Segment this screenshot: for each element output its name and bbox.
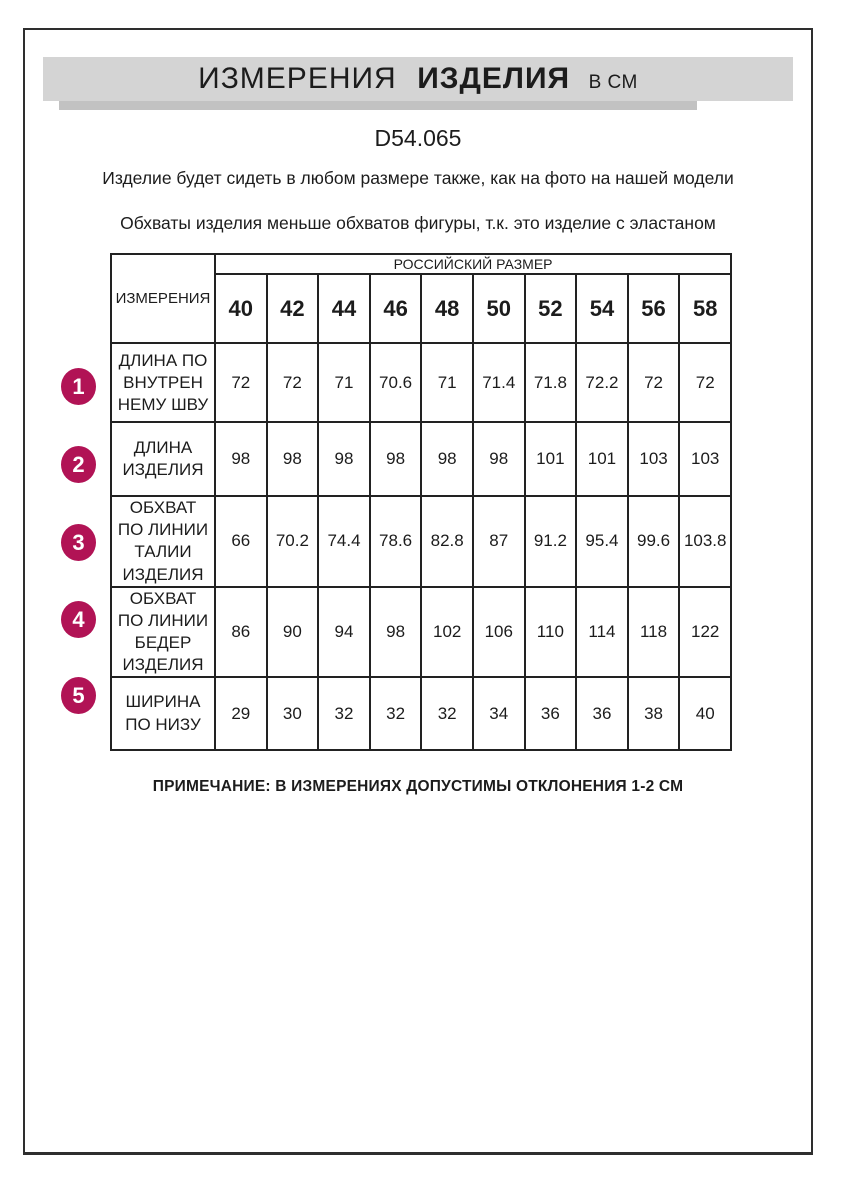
title-bar bbox=[43, 57, 793, 101]
measurement-value-cell: 118 bbox=[628, 587, 680, 677]
measurement-value-cell: 32 bbox=[370, 677, 422, 750]
size-header-cell: 48 bbox=[421, 274, 473, 343]
measurement-label: ДЛИНА ИЗДЕЛИЯ bbox=[111, 422, 215, 496]
measurement-label: ОБХВАТ ПО ЛИНИИ БЕДЕР ИЗДЕЛИЯ bbox=[111, 587, 215, 677]
measurement-value-cell: 70.2 bbox=[267, 496, 319, 586]
measurement-value-cell: 102 bbox=[421, 587, 473, 677]
intro-text-elastane: Обхваты изделия меньше обхватов фигуры, т.к. это изделие с эластаном bbox=[120, 212, 716, 233]
measurement-value-cell: 110 bbox=[525, 587, 577, 677]
page-frame bbox=[23, 28, 813, 1155]
measurement-value-cell: 70.6 bbox=[370, 343, 422, 422]
measurement-value-cell: 106 bbox=[473, 587, 525, 677]
measurement-value-cell: 72 bbox=[215, 343, 267, 422]
table-row-hip-girth bbox=[111, 587, 731, 677]
measurement-value-cell: 114 bbox=[576, 587, 628, 677]
measurements-column-header: ИЗМЕРЕНИЯ bbox=[111, 254, 215, 343]
measurement-value-cell: 98 bbox=[473, 422, 525, 496]
measurement-value-cell: 36 bbox=[525, 677, 577, 750]
row-number-badge-1: 1 bbox=[61, 368, 96, 405]
page-title: ИЗМЕРЕНИЯ bbox=[198, 62, 397, 95]
measurement-value-cell: 29 bbox=[215, 677, 267, 750]
size-header-cell: 44 bbox=[318, 274, 370, 343]
measurement-value-cell: 74.4 bbox=[318, 496, 370, 586]
measurement-value-cell: 103.8 bbox=[679, 496, 731, 586]
measurement-value-cell: 71 bbox=[421, 343, 473, 422]
size-header-cell: 56 bbox=[628, 274, 680, 343]
product-code: D54.065 bbox=[374, 125, 462, 151]
measurement-value-cell: 94 bbox=[318, 587, 370, 677]
measurement-value-cell: 87 bbox=[473, 496, 525, 586]
page-title-emphasis: ИЗДЕЛИЯ bbox=[417, 62, 571, 95]
size-header-cell: 42 bbox=[267, 274, 319, 343]
size-header-cell: 52 bbox=[525, 274, 577, 343]
row-number-badge-4: 4 bbox=[61, 601, 96, 638]
table-row-bottom-width bbox=[111, 677, 731, 750]
size-header-cell: 46 bbox=[370, 274, 422, 343]
row-number-badge-5: 5 bbox=[61, 677, 96, 714]
measurement-value-cell: 72 bbox=[679, 343, 731, 422]
measurement-value-cell: 72 bbox=[628, 343, 680, 422]
size-header-cell: 58 bbox=[679, 274, 731, 343]
table-group-header-row bbox=[111, 254, 731, 274]
measurement-label: ОБХВАТ ПО ЛИНИИ ТАЛИИ ИЗДЕЛИЯ bbox=[111, 496, 215, 586]
measurement-value-cell: 91.2 bbox=[525, 496, 577, 586]
measurement-value-cell: 99.6 bbox=[628, 496, 680, 586]
measurement-value-cell: 72.2 bbox=[576, 343, 628, 422]
measurement-value-cell: 32 bbox=[318, 677, 370, 750]
measurement-value-cell: 32 bbox=[421, 677, 473, 750]
russian-size-group-header: РОССИЙСКИЙ РАЗМЕР bbox=[215, 254, 731, 274]
size-header-cell: 40 bbox=[215, 274, 267, 343]
measurement-value-cell: 86 bbox=[215, 587, 267, 677]
measurement-value-cell: 71 bbox=[318, 343, 370, 422]
measurement-value-cell: 98 bbox=[370, 587, 422, 677]
size-table bbox=[110, 253, 732, 751]
measurement-value-cell: 98 bbox=[318, 422, 370, 496]
measurement-value-cell: 40 bbox=[679, 677, 731, 750]
measurement-label: ШИРИНА ПО НИЗУ bbox=[111, 677, 215, 750]
row-number-badge-2: 2 bbox=[61, 446, 96, 483]
measurement-value-cell: 71.8 bbox=[525, 343, 577, 422]
tolerance-note: ПРИМЕЧАНИЕ: В ИЗМЕРЕНИЯХ ДОПУСТИМЫ ОТКЛОНЕНИЯ 1-2 СМ bbox=[152, 778, 684, 795]
row-number-badge-3: 3 bbox=[61, 524, 96, 561]
measurement-value-cell: 38 bbox=[628, 677, 680, 750]
measurement-value-cell: 98 bbox=[421, 422, 473, 496]
measurement-value-cell: 72 bbox=[267, 343, 319, 422]
measurement-value-cell: 98 bbox=[215, 422, 267, 496]
measurement-value-cell: 122 bbox=[679, 587, 731, 677]
page-title-unit: В СМ bbox=[588, 72, 638, 93]
table-row-item-length bbox=[111, 422, 731, 496]
size-header-cell: 54 bbox=[576, 274, 628, 343]
table-row-waist-girth bbox=[111, 496, 731, 586]
size-header-cell: 50 bbox=[473, 274, 525, 343]
measurement-value-cell: 78.6 bbox=[370, 496, 422, 586]
measurement-label: ДЛИНА ПО ВНУТРЕННЕМУ ШВУ bbox=[111, 343, 215, 422]
measurement-value-cell: 34 bbox=[473, 677, 525, 750]
measurement-value-cell: 82.8 bbox=[421, 496, 473, 586]
intro-text-fit: Изделие будет сидеть в любом размере также, как на фото на нашей модели bbox=[102, 168, 734, 188]
measurement-value-cell: 101 bbox=[576, 422, 628, 496]
measurement-value-cell: 71.4 bbox=[473, 343, 525, 422]
measurement-value-cell: 101 bbox=[525, 422, 577, 496]
measurement-value-cell: 98 bbox=[267, 422, 319, 496]
measurement-value-cell: 98 bbox=[370, 422, 422, 496]
size-table-zone bbox=[72, 253, 811, 751]
measurement-value-cell: 90 bbox=[267, 587, 319, 677]
measurement-value-cell: 95.4 bbox=[576, 496, 628, 586]
measurement-value-cell: 30 bbox=[267, 677, 319, 750]
measurement-value-cell: 103 bbox=[679, 422, 731, 496]
measurement-value-cell: 103 bbox=[628, 422, 680, 496]
table-row-inseam-length bbox=[111, 343, 731, 422]
measurement-value-cell: 36 bbox=[576, 677, 628, 750]
measurement-value-cell: 66 bbox=[215, 496, 267, 586]
